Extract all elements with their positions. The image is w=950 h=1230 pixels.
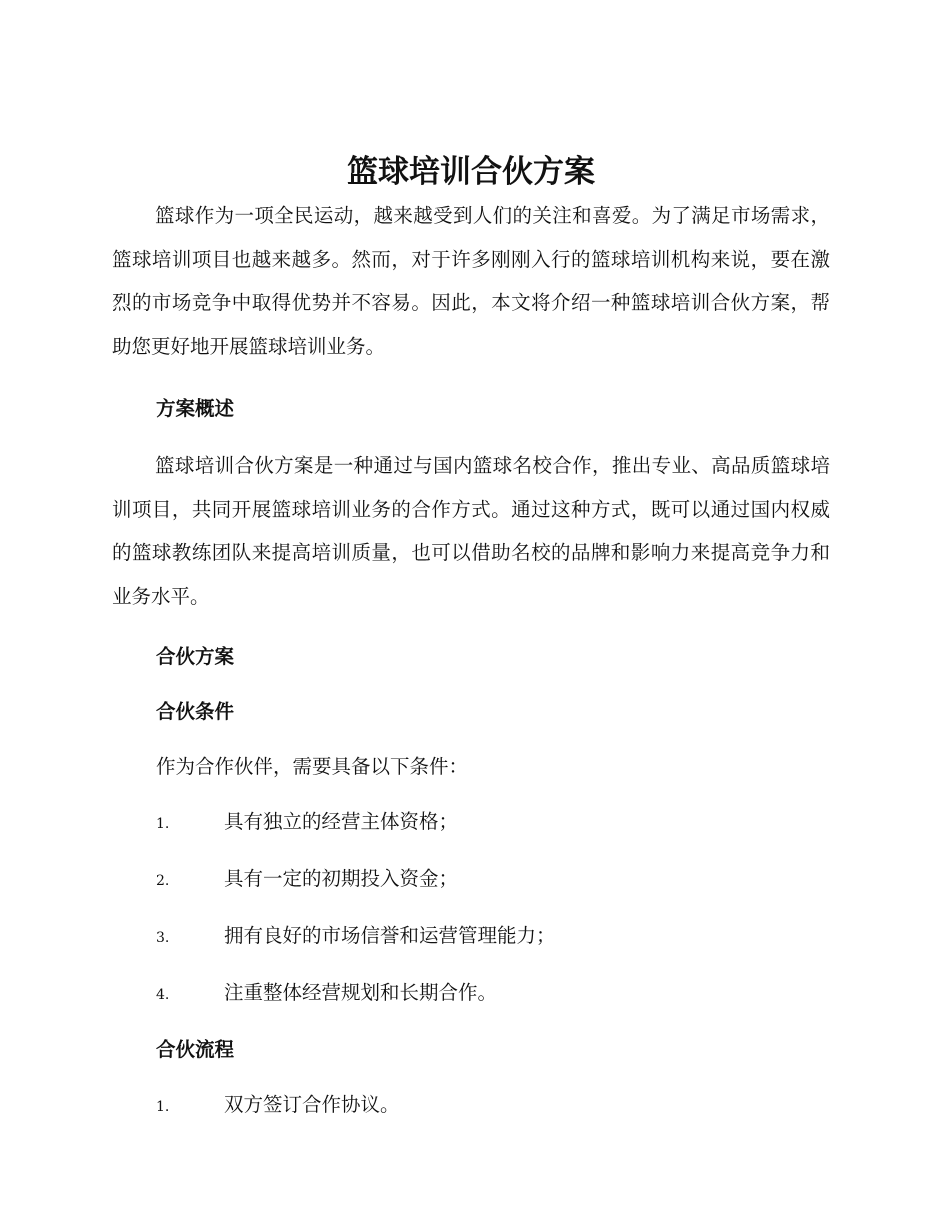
list-item-text: 具有一定的初期投入资金；: [224, 867, 459, 890]
list-item: [112, 978, 830, 1010]
list-item: [112, 1090, 830, 1122]
overview-paragraph: 篮球培训合伙方案是一种通过与国内篮球名校合作，推出专业、高品质篮球培训项目，共同开展篮球培训业务的合作方式。通过这种方式，既可以通过国内权威的篮球教练团队来提高培训质量，也可以借助名校的品牌和影响力来提高竞争力和业务水平。: [112, 454, 830, 608]
list-item-number: 1.: [156, 816, 170, 832]
list-item-number: 2.: [156, 873, 170, 889]
list-item-number: 3.: [156, 930, 170, 946]
intro-paragraph: 篮球作为一项全民运动，越来越受到人们的关注和喜爱。为了满足市场需求，篮球培训项目也越来越多。然而，对于许多刚刚入行的篮球培训机构来说，要在激烈的市场竞争中取得优势并不容易。因此，本文将介绍一种篮球培训合伙方案，帮助您更好地开展篮球培训业务。: [112, 204, 830, 358]
conditions-list: [112, 807, 830, 1010]
list-item: [112, 864, 830, 896]
section-heading-partnership: 合伙方案: [156, 645, 235, 668]
list-item: [112, 921, 830, 953]
list-item-text: 具有独立的经营主体资格；: [224, 810, 459, 833]
document-page: [112, 150, 830, 1122]
subsection-heading-process: 合伙流程: [156, 1038, 235, 1061]
document-title: 篮球培训合伙方案: [347, 154, 595, 190]
process-list: [112, 1090, 830, 1122]
list-item-text: 注重整体经营规划和长期合作。: [224, 981, 498, 1004]
list-item-text: 双方签订合作协议。: [224, 1093, 400, 1116]
section-heading-overview: 方案概述: [156, 397, 235, 420]
list-item-number: 1.: [156, 1099, 170, 1115]
list-item: [112, 807, 830, 839]
list-item-number: 4.: [156, 987, 170, 1003]
conditions-lead-text: 作为合作伙伴，需要具备以下条件：: [156, 755, 469, 778]
subsection-heading-conditions: 合伙条件: [156, 700, 235, 723]
list-item-text: 拥有良好的市场信誉和运营管理能力；: [224, 924, 556, 947]
